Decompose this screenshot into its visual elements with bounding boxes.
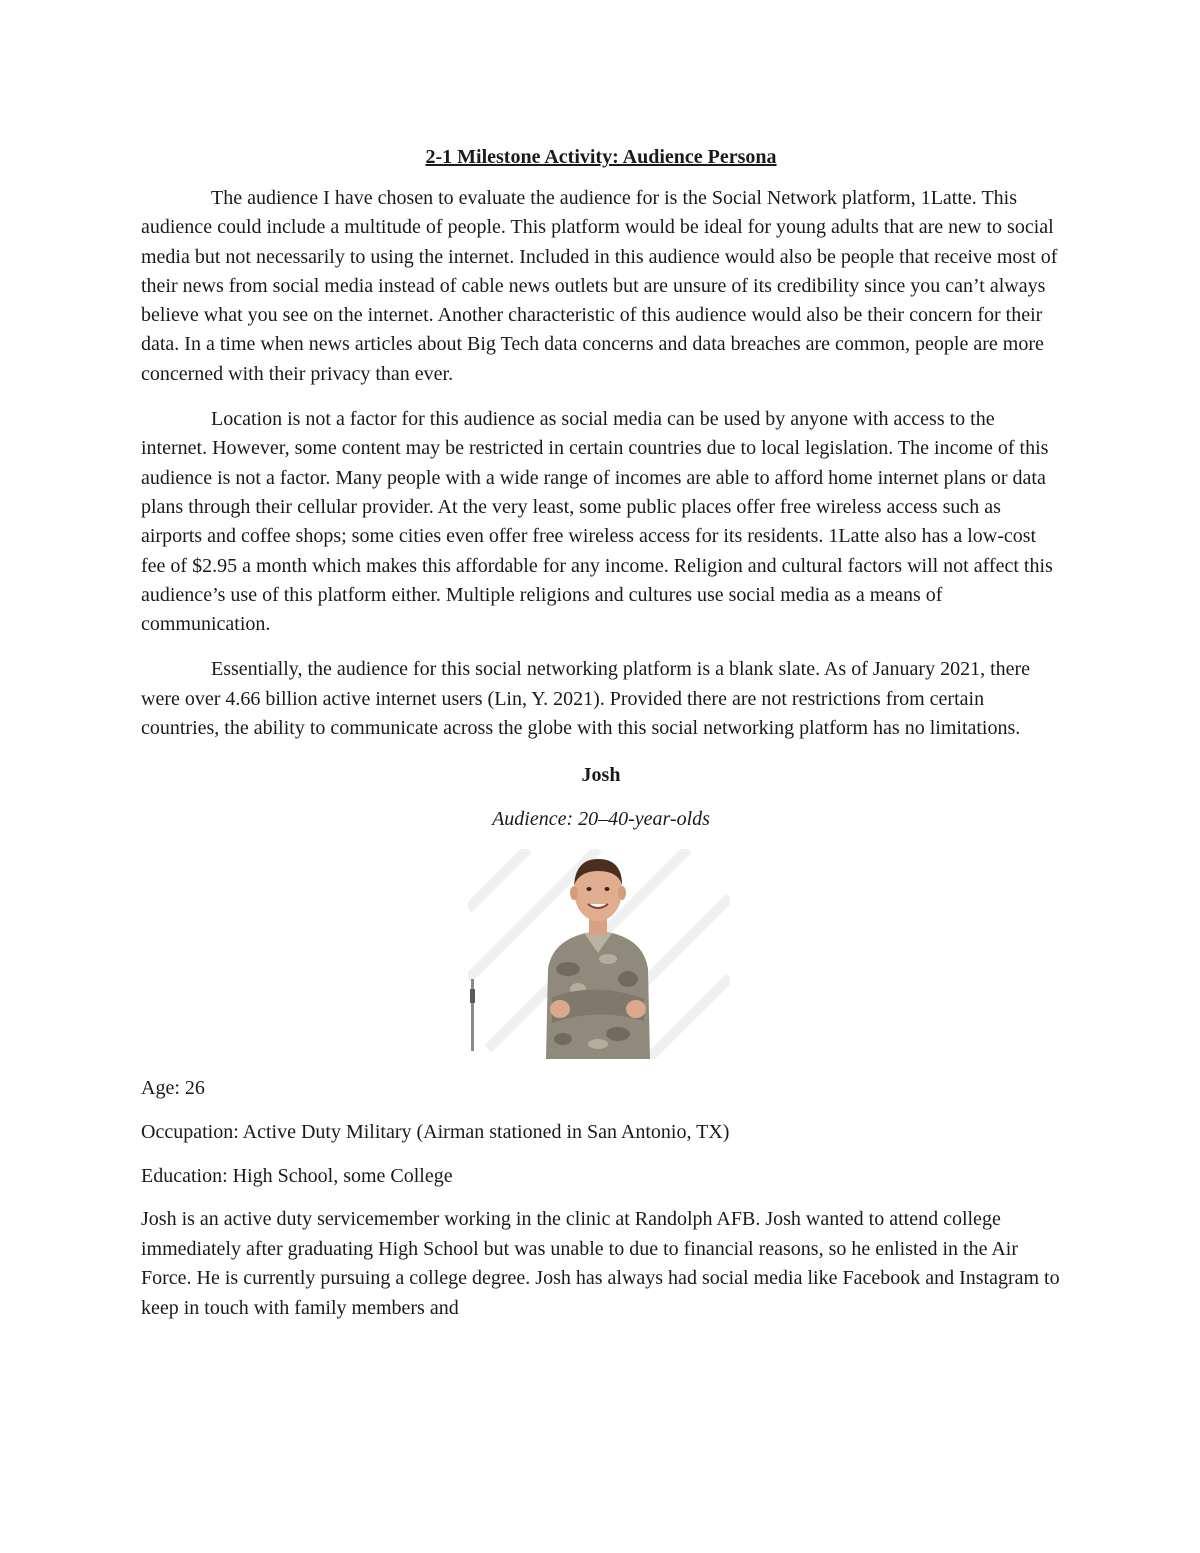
- airman-portrait-image: [468, 849, 730, 1059]
- persona-name: Josh: [581, 764, 621, 787]
- persona-photo: [468, 849, 730, 1059]
- paragraph-summary: Essentially, the audience for this social networking platform is a blank slate. As of January 2021, there were over 4.66 billion active internet users (Lin, Y. 2021). Provided there are not restrictions from certain countries, the ability to communicate across the globe with this social networking platform has no limitations.: [141, 658, 1031, 740]
- persona-audience: Audience: 20–40-year-olds: [492, 808, 710, 831]
- document-title: 2-1 Milestone Activity: Audience Persona: [425, 146, 777, 168]
- persona-bio: Josh is an active duty servicemember working in the clinic at Randolph AFB. Josh wanted to attend college immediately after graduating High School but was unable to due to financial reasons, so he enlisted in the Air Force. He is currently pursuing a college degree. Josh has always had social media like Facebook and Instagram to keep in touch with family members and: [141, 1208, 1060, 1319]
- persona-occupation: Occupation: Active Duty Military (Airman stationed in San Antonio, TX): [141, 1121, 730, 1144]
- persona-education: Education: High School, some College: [141, 1165, 453, 1188]
- paragraph-audience-intro: The audience I have chosen to evaluate the audience for is the Social Network platform, 1Latte. This audience could include a multitude of people. This platform would be ideal for young adults that are new to social media but not necessarily to using the internet. Included in this audience would also be people that receive most of their news from social media instead of cable news outlets but are unsure of its credibility since you can’t always believe what you see on the internet. Another characteristic of this audience would also be their concern for their data. In a time when news articles about Big Tech data concerns and data breaches are common, people are more concerned with their privacy than ever.: [141, 187, 1058, 385]
- persona-age: Age: 26: [141, 1077, 205, 1100]
- paragraph-demographics: Location is not a factor for this audience as social media can be used by anyone with access to the internet. However, some content may be restricted in certain countries due to local legislation. The income of this audience is not a factor. Many people with a wide range of incomes are able to afford home internet plans or data plans through their cellular provider. At the very least, some public places offer free wireless access such as airports and coffee shops; some cities even offer free wireless access for its residents. 1Latte also has a low-cost fee of $2.95 a month which makes this affordable for any income. Religion and cultural factors will not affect this audience’s use of this platform either. Multiple religions and cultures use social media as a means of communication.: [141, 408, 1053, 636]
- document-body: [141, 140, 1061, 1323]
